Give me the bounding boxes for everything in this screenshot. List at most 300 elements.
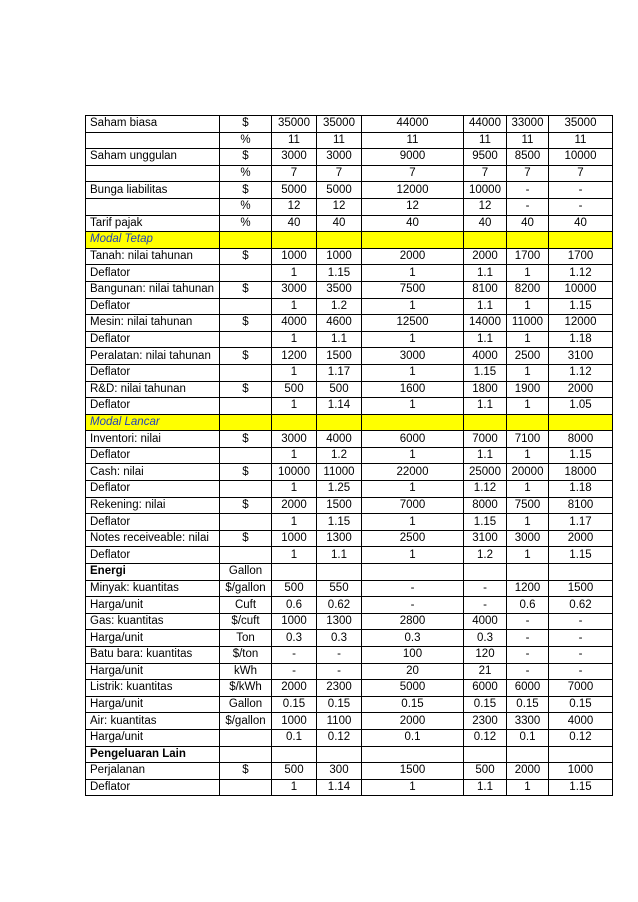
table-body (86, 116, 613, 796)
value-cell: 4000 (464, 348, 507, 365)
value-cell: 2000 (464, 248, 507, 265)
value-cell: 1.12 (464, 481, 507, 498)
value-cell: 40 (464, 215, 507, 232)
value-cell: 0.1 (507, 729, 549, 746)
unit-cell (220, 364, 272, 381)
value-cell: 25000 (464, 464, 507, 481)
value-cell: 11 (464, 132, 507, 149)
value-cell: 1.2 (464, 547, 507, 564)
value-cell: - (549, 647, 613, 664)
table-row (86, 647, 613, 664)
table-row (86, 464, 613, 481)
value-cell: 11 (507, 132, 549, 149)
value-cell: 12000 (549, 315, 613, 332)
value-cell: 1 (507, 481, 549, 498)
row-label: Pengeluaran Lain (86, 746, 220, 763)
value-cell: 1.14 (317, 779, 362, 796)
table-row (86, 597, 613, 614)
value-cell: 500 (272, 763, 317, 780)
value-cell: 1 (362, 298, 464, 315)
row-label: Harga/unit (86, 630, 220, 647)
value-cell: 4600 (317, 315, 362, 332)
value-cell: 1.1 (464, 331, 507, 348)
value-cell (362, 564, 464, 581)
value-cell: 2000 (272, 497, 317, 514)
value-cell: 5000 (317, 182, 362, 199)
value-cell: 3500 (317, 281, 362, 298)
value-cell: 1.1 (464, 779, 507, 796)
row-label: Harga/unit (86, 597, 220, 614)
value-cell: 1.15 (549, 547, 613, 564)
table-row (86, 779, 613, 796)
row-label: Mesin: nilai tahunan (86, 315, 220, 332)
value-cell: 2000 (272, 680, 317, 697)
value-cell: - (507, 663, 549, 680)
value-cell (317, 564, 362, 581)
value-cell: 3000 (317, 149, 362, 166)
value-cell: 0.3 (272, 630, 317, 647)
value-cell (507, 232, 549, 249)
value-cell: 0.1 (272, 729, 317, 746)
table-row (86, 215, 613, 232)
table-row (86, 348, 613, 365)
unit-cell: % (220, 165, 272, 182)
value-cell: 8200 (507, 281, 549, 298)
value-cell: 12 (317, 198, 362, 215)
value-cell: 1.05 (549, 398, 613, 415)
unit-cell: % (220, 198, 272, 215)
value-cell: 11 (272, 132, 317, 149)
value-cell: - (549, 182, 613, 199)
unit-cell: kWh (220, 663, 272, 680)
unit-cell: Cuft (220, 597, 272, 614)
value-cell: 8500 (507, 149, 549, 166)
unit-cell (220, 414, 272, 431)
value-cell: 7 (464, 165, 507, 182)
value-cell: 1 (507, 547, 549, 564)
value-cell: 1 (272, 514, 317, 531)
table-row (86, 729, 613, 746)
table-row (86, 116, 613, 133)
value-cell: 14000 (464, 315, 507, 332)
table-row (86, 564, 613, 581)
row-label: Tarif pajak (86, 215, 220, 232)
value-cell (549, 564, 613, 581)
unit-cell (220, 265, 272, 282)
value-cell: 1 (507, 447, 549, 464)
unit-cell (220, 232, 272, 249)
value-cell: 0.1 (362, 729, 464, 746)
value-cell: 7100 (507, 431, 549, 448)
value-cell: 1.12 (549, 265, 613, 282)
value-cell: 11 (317, 132, 362, 149)
value-cell: 1.15 (317, 265, 362, 282)
value-cell: 2500 (507, 348, 549, 365)
value-cell: - (507, 630, 549, 647)
table-row (86, 331, 613, 348)
value-cell: 2000 (549, 530, 613, 547)
value-cell: 11000 (507, 315, 549, 332)
table-row (86, 414, 613, 431)
value-cell: 8000 (549, 431, 613, 448)
unit-cell: $ (220, 248, 272, 265)
value-cell: 1.1 (317, 547, 362, 564)
unit-cell: $ (220, 497, 272, 514)
row-label: Air: kuantitas (86, 713, 220, 730)
unit-cell: % (220, 132, 272, 149)
value-cell: 12 (362, 198, 464, 215)
unit-cell: Gallon (220, 696, 272, 713)
row-label: Inventori: nilai (86, 431, 220, 448)
row-label: Deflator (86, 298, 220, 315)
value-cell: - (362, 580, 464, 597)
value-cell: 12 (272, 198, 317, 215)
table-row (86, 265, 613, 282)
value-cell: - (507, 182, 549, 199)
value-cell: 500 (464, 763, 507, 780)
row-label: Bangunan: nilai tahunan (86, 281, 220, 298)
value-cell (507, 414, 549, 431)
value-cell: 3000 (272, 149, 317, 166)
row-label: Listrik: kuantitas (86, 680, 220, 697)
value-cell: 1 (272, 481, 317, 498)
value-cell: 2300 (317, 680, 362, 697)
value-cell: 1 (362, 779, 464, 796)
row-label: Harga/unit (86, 729, 220, 746)
value-cell: 4000 (317, 431, 362, 448)
value-cell: 11000 (317, 464, 362, 481)
unit-cell (220, 331, 272, 348)
value-cell: 0.15 (464, 696, 507, 713)
value-cell: 33000 (507, 116, 549, 133)
value-cell: 1.18 (549, 481, 613, 498)
value-cell: 4000 (549, 713, 613, 730)
row-label: Gas: kuantitas (86, 613, 220, 630)
value-cell: 1 (362, 547, 464, 564)
value-cell: 1 (362, 265, 464, 282)
value-cell: 1700 (549, 248, 613, 265)
value-cell: 1 (362, 331, 464, 348)
table-row (86, 514, 613, 531)
unit-cell: $ (220, 530, 272, 547)
value-cell: 1700 (507, 248, 549, 265)
value-cell: 0.62 (549, 597, 613, 614)
row-label: Deflator (86, 779, 220, 796)
value-cell: 1.1 (464, 298, 507, 315)
value-cell: 1 (272, 364, 317, 381)
unit-cell (220, 398, 272, 415)
value-cell: - (549, 630, 613, 647)
row-label: Peralatan: nilai tahunan (86, 348, 220, 365)
value-cell (549, 414, 613, 431)
value-cell (549, 232, 613, 249)
value-cell: 21 (464, 663, 507, 680)
table-row (86, 746, 613, 763)
value-cell: 44000 (362, 116, 464, 133)
value-cell (272, 232, 317, 249)
value-cell: 7 (317, 165, 362, 182)
value-cell (549, 746, 613, 763)
value-cell (464, 414, 507, 431)
value-cell: 7 (507, 165, 549, 182)
value-cell: 0.12 (317, 729, 362, 746)
value-cell: 3100 (464, 530, 507, 547)
value-cell: 40 (549, 215, 613, 232)
value-cell: 10000 (549, 281, 613, 298)
value-cell: 6000 (464, 680, 507, 697)
table-row (86, 132, 613, 149)
unit-cell (220, 746, 272, 763)
value-cell: 1000 (317, 248, 362, 265)
table-row (86, 381, 613, 398)
value-cell: 11 (362, 132, 464, 149)
row-label: Deflator (86, 265, 220, 282)
value-cell: 12500 (362, 315, 464, 332)
table-row (86, 165, 613, 182)
value-cell: 1 (362, 447, 464, 464)
value-cell: 1 (272, 398, 317, 415)
value-cell: - (317, 663, 362, 680)
value-cell: 1 (272, 265, 317, 282)
value-cell: 1 (507, 331, 549, 348)
value-cell: 1 (272, 298, 317, 315)
row-label: Saham unggulan (86, 149, 220, 166)
row-label (86, 198, 220, 215)
value-cell: 6000 (507, 680, 549, 697)
unit-cell: $/ton (220, 647, 272, 664)
value-cell (464, 232, 507, 249)
value-cell: 1500 (362, 763, 464, 780)
value-cell: 1.1 (317, 331, 362, 348)
table-row (86, 713, 613, 730)
table-row (86, 398, 613, 415)
value-cell: - (464, 597, 507, 614)
value-cell: 3100 (549, 348, 613, 365)
row-label: Deflator (86, 481, 220, 498)
value-cell: 3000 (272, 281, 317, 298)
table-row (86, 232, 613, 249)
value-cell: 7000 (549, 680, 613, 697)
value-cell: 1500 (317, 348, 362, 365)
value-cell: 300 (317, 763, 362, 780)
unit-cell (220, 447, 272, 464)
value-cell: 1 (362, 481, 464, 498)
value-cell: 4000 (464, 613, 507, 630)
value-cell: 40 (272, 215, 317, 232)
unit-cell (220, 298, 272, 315)
value-cell: 1.1 (464, 398, 507, 415)
value-cell (272, 564, 317, 581)
table-row (86, 547, 613, 564)
value-cell: 2300 (464, 713, 507, 730)
value-cell: 3000 (507, 530, 549, 547)
value-cell: 1.15 (464, 514, 507, 531)
unit-cell (220, 779, 272, 796)
value-cell: 9500 (464, 149, 507, 166)
value-cell: 500 (272, 381, 317, 398)
row-label: Deflator (86, 547, 220, 564)
value-cell: 1 (507, 514, 549, 531)
value-cell: 1000 (272, 613, 317, 630)
value-cell: 1 (507, 298, 549, 315)
value-cell: 8100 (549, 497, 613, 514)
value-cell: 1.1 (464, 265, 507, 282)
value-cell (507, 564, 549, 581)
value-cell: 20000 (507, 464, 549, 481)
value-cell: 0.3 (362, 630, 464, 647)
row-label: R&D: nilai tahunan (86, 381, 220, 398)
unit-cell: $/gallon (220, 580, 272, 597)
value-cell: 10000 (272, 464, 317, 481)
value-cell: 7500 (507, 497, 549, 514)
value-cell: 7 (362, 165, 464, 182)
value-cell: 20 (362, 663, 464, 680)
value-cell: 0.15 (507, 696, 549, 713)
unit-cell: $ (220, 281, 272, 298)
table-row (86, 497, 613, 514)
value-cell: 1 (362, 364, 464, 381)
unit-cell: $/cuft (220, 613, 272, 630)
row-label: Batu bara: kuantitas (86, 647, 220, 664)
value-cell: 12 (464, 198, 507, 215)
value-cell (317, 232, 362, 249)
value-cell: 7 (272, 165, 317, 182)
row-label (86, 165, 220, 182)
value-cell: 0.12 (549, 729, 613, 746)
row-label (86, 132, 220, 149)
row-label: Deflator (86, 514, 220, 531)
value-cell: - (549, 613, 613, 630)
value-cell: 1 (507, 779, 549, 796)
row-label: Modal Lancar (86, 414, 220, 431)
value-cell: 5000 (362, 680, 464, 697)
value-cell: 4000 (272, 315, 317, 332)
value-cell: 6000 (362, 431, 464, 448)
unit-cell: $ (220, 182, 272, 199)
value-cell: 1900 (507, 381, 549, 398)
table-row (86, 763, 613, 780)
value-cell: 1800 (464, 381, 507, 398)
row-label: Perjalanan (86, 763, 220, 780)
unit-cell: $ (220, 348, 272, 365)
value-cell: 0.3 (317, 630, 362, 647)
value-cell: 1 (272, 331, 317, 348)
value-cell: 500 (317, 381, 362, 398)
value-cell (362, 414, 464, 431)
table-row (86, 580, 613, 597)
value-cell: 1 (507, 265, 549, 282)
value-cell: 1.15 (549, 298, 613, 315)
value-cell: 5000 (272, 182, 317, 199)
value-cell: 3000 (272, 431, 317, 448)
value-cell: 500 (272, 580, 317, 597)
value-cell (272, 746, 317, 763)
value-cell: 9000 (362, 149, 464, 166)
value-cell: 0.15 (362, 696, 464, 713)
value-cell: 1 (362, 398, 464, 415)
value-cell: 1.25 (317, 481, 362, 498)
row-label: Harga/unit (86, 696, 220, 713)
value-cell: 10000 (549, 149, 613, 166)
value-cell: 1 (272, 547, 317, 564)
table-row (86, 198, 613, 215)
value-cell: 2000 (362, 248, 464, 265)
value-cell: 1.15 (464, 364, 507, 381)
table-row (86, 680, 613, 697)
value-cell: 35000 (272, 116, 317, 133)
value-cell (464, 746, 507, 763)
unit-cell: $ (220, 116, 272, 133)
value-cell: 1 (507, 398, 549, 415)
value-cell: 1 (362, 514, 464, 531)
value-cell: 1.2 (317, 447, 362, 464)
value-cell: 1000 (272, 248, 317, 265)
value-cell: 22000 (362, 464, 464, 481)
value-cell: 2800 (362, 613, 464, 630)
row-label: Modal Tetap (86, 232, 220, 249)
value-cell: 10000 (464, 182, 507, 199)
row-label: Deflator (86, 331, 220, 348)
value-cell: 1.18 (549, 331, 613, 348)
value-cell: 0.15 (549, 696, 613, 713)
value-cell: 1.15 (317, 514, 362, 531)
value-cell: 3000 (362, 348, 464, 365)
value-cell: - (549, 663, 613, 680)
value-cell: 1.17 (549, 514, 613, 531)
value-cell: 8000 (464, 497, 507, 514)
table-row (86, 149, 613, 166)
unit-cell: $ (220, 763, 272, 780)
table-row (86, 481, 613, 498)
value-cell: 40 (317, 215, 362, 232)
table-row (86, 248, 613, 265)
unit-cell: % (220, 215, 272, 232)
table-row (86, 315, 613, 332)
value-cell: 1000 (272, 713, 317, 730)
value-cell: - (362, 597, 464, 614)
value-cell: - (464, 580, 507, 597)
value-cell: 1.2 (317, 298, 362, 315)
value-cell: 1.17 (317, 364, 362, 381)
value-cell: 40 (362, 215, 464, 232)
table-row (86, 364, 613, 381)
value-cell: 1 (272, 779, 317, 796)
value-cell: 1200 (272, 348, 317, 365)
value-cell: 2000 (507, 763, 549, 780)
row-label: Deflator (86, 398, 220, 415)
value-cell: 1600 (362, 381, 464, 398)
row-label: Saham biasa (86, 116, 220, 133)
value-cell: - (317, 647, 362, 664)
row-label: Deflator (86, 364, 220, 381)
value-cell: 7000 (362, 497, 464, 514)
value-cell: - (507, 198, 549, 215)
value-cell: - (272, 663, 317, 680)
value-cell (464, 564, 507, 581)
value-cell: 1300 (317, 613, 362, 630)
value-cell (317, 746, 362, 763)
value-cell: 100 (362, 647, 464, 664)
value-cell: - (272, 647, 317, 664)
table-row (86, 298, 613, 315)
value-cell: 0.6 (507, 597, 549, 614)
value-cell (507, 746, 549, 763)
value-cell: - (549, 198, 613, 215)
value-cell: 1500 (549, 580, 613, 597)
value-cell (362, 746, 464, 763)
table-row (86, 663, 613, 680)
value-cell: 1.15 (549, 779, 613, 796)
